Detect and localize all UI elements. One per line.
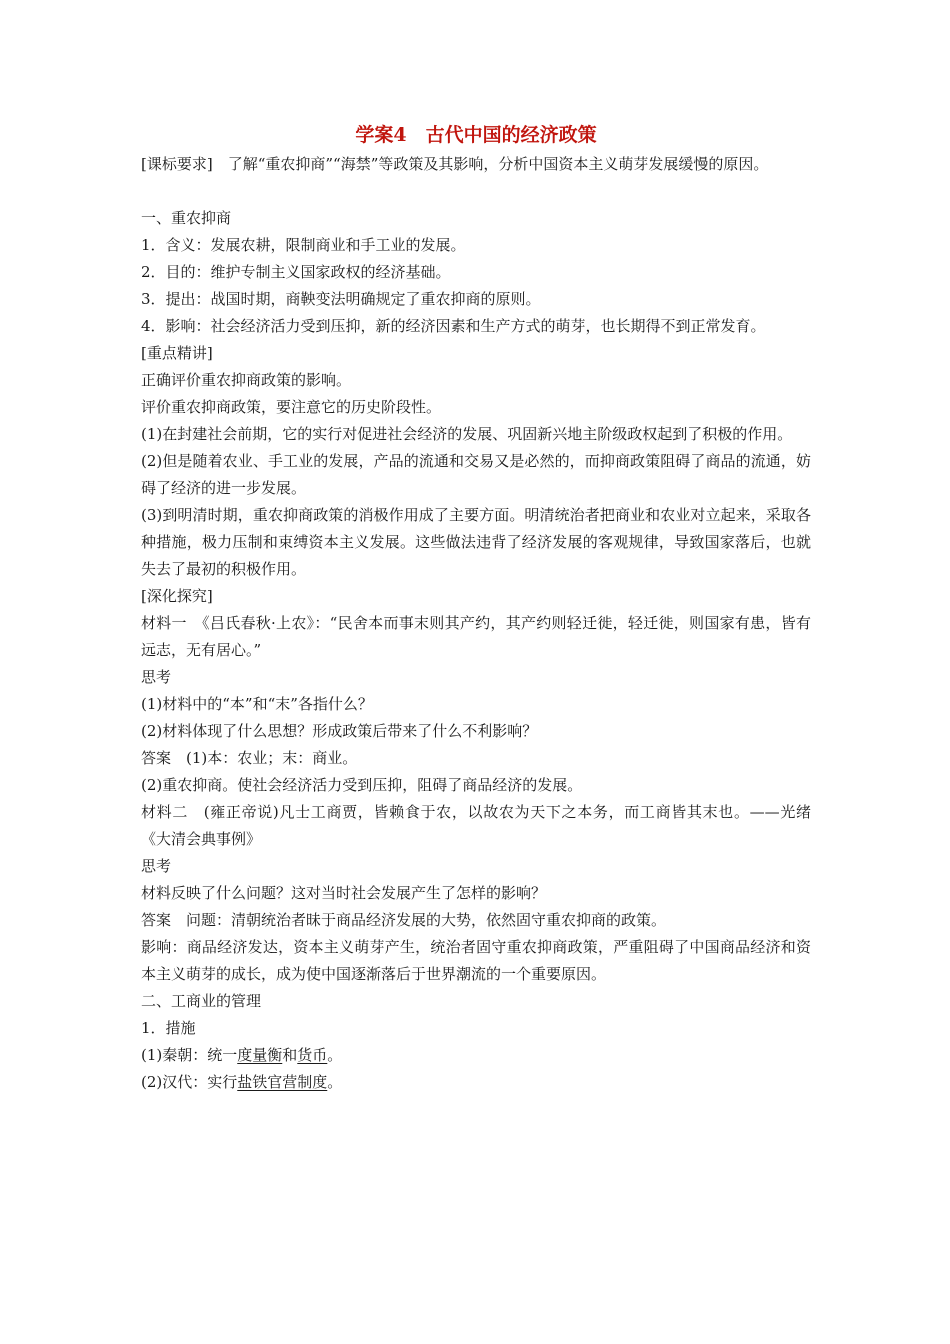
section-heading-2: 二、工商业的管理 bbox=[141, 992, 262, 1010]
list-item: 3．提出：战国时期，商鞅变法明确规定了重农抑商的原则。 bbox=[141, 290, 541, 308]
focus-line: (3)到明清时期，重农抑商政策的消极作用成了主要方面。明清统治者把商业和农业对立起来，采取各种措施，极力压制和束缚资本主义发展。这些做法违背了经济发展的客观规律，导致国家落后，也就失去了最初的积极作用。 bbox=[141, 506, 811, 578]
section-heading-1: 一、重农抑商 bbox=[141, 209, 232, 227]
measure-han bbox=[141, 1069, 811, 1096]
material-one: 材料一 《吕氏春秋·上农》：“民舍本而事末则其产约，其产约则轻迁徙，轻迁徙，则国家有患，皆有远志，无有居心。” bbox=[141, 614, 811, 659]
answer: (2)重农抑商。使社会经济活力受到压抑，阻碍了商品经济的发展。 bbox=[141, 776, 583, 794]
focus-line: (1)在封建社会前期，它的实行对促进社会经济的发展、巩固新兴地主阶级政权起到了积极的作用。 bbox=[141, 425, 793, 443]
curriculum-requirement: [课标要求] 了解“重农抑商”“海禁”等政策及其影响，分析中国资本主义萌芽发展缓慢的原因。 bbox=[141, 155, 769, 173]
material-two: 材料二 (雍正帝说)凡士工商贾，皆赖食于农，以故农为天下之本务，而工商皆其末也。——光绪《大清会典事例》 bbox=[141, 803, 811, 848]
answer: 影响：商品经济发达，资本主义萌芽产生，统治者固守重农抑商政策，严重阻碍了中国商品经济和资本主义萌芽的成长，成为使中国逐渐落后于世界潮流的一个重要原因。 bbox=[141, 938, 811, 983]
answer: 答案 问题：清朝统治者昧于商品经济发展的大势，依然固守重农抑商的政策。 bbox=[141, 911, 667, 929]
document-page bbox=[141, 120, 811, 1096]
list-item: 4．影响：社会经济活力受到压抑，新的经济因素和生产方式的萌芽，也长期得不到正常发育。 bbox=[141, 317, 766, 335]
page-title: 学案4 古代中国的经济政策 bbox=[355, 124, 597, 146]
answer: 答案 (1)本：农业；末：商业。 bbox=[141, 749, 358, 767]
focus-line: 正确评价重农抑商政策的影响。 bbox=[141, 371, 352, 389]
underlined-term: 盐铁官营制度 bbox=[237, 1073, 328, 1091]
measure-text: 和 bbox=[282, 1046, 298, 1064]
measure-qin bbox=[141, 1042, 811, 1069]
focus-heading: [重点精讲] bbox=[141, 344, 213, 362]
think-label: 思考 bbox=[141, 857, 172, 875]
focus-line: (2)但是随着农业、手工业的发展，产品的流通和交易又是必然的，而抑商政策阻碍了商品的流通，妨碍了经济的进一步发展。 bbox=[141, 452, 811, 497]
question: 材料反映了什么问题？这对当时社会发展产生了怎样的影响？ bbox=[141, 884, 547, 902]
underlined-term: 货币 bbox=[297, 1046, 328, 1064]
measure-text: 。 bbox=[327, 1073, 343, 1091]
measure-text: (2)汉代：实行 bbox=[141, 1073, 238, 1091]
measures-label: 1．措施 bbox=[141, 1019, 196, 1037]
measure-text: 。 bbox=[327, 1046, 343, 1064]
measure-text: (1)秦朝：统一 bbox=[141, 1046, 238, 1064]
think-label: 思考 bbox=[141, 668, 172, 686]
question: (1)材料中的“本”和“末”各指什么？ bbox=[141, 695, 373, 713]
blank-line bbox=[141, 178, 811, 205]
question: (2)材料体现了什么思想？形成政策后带来了什么不利影响？ bbox=[141, 722, 538, 740]
list-item: 2．目的：维护专制主义国家政权的经济基础。 bbox=[141, 263, 451, 281]
underlined-term: 度量衡 bbox=[237, 1046, 283, 1064]
focus-line: 评价重农抑商政策，要注意它的历史阶段性。 bbox=[141, 398, 442, 416]
explore-heading: [深化探究] bbox=[141, 587, 213, 605]
list-item: 1．含义：发展农耕，限制商业和手工业的发展。 bbox=[141, 236, 466, 254]
